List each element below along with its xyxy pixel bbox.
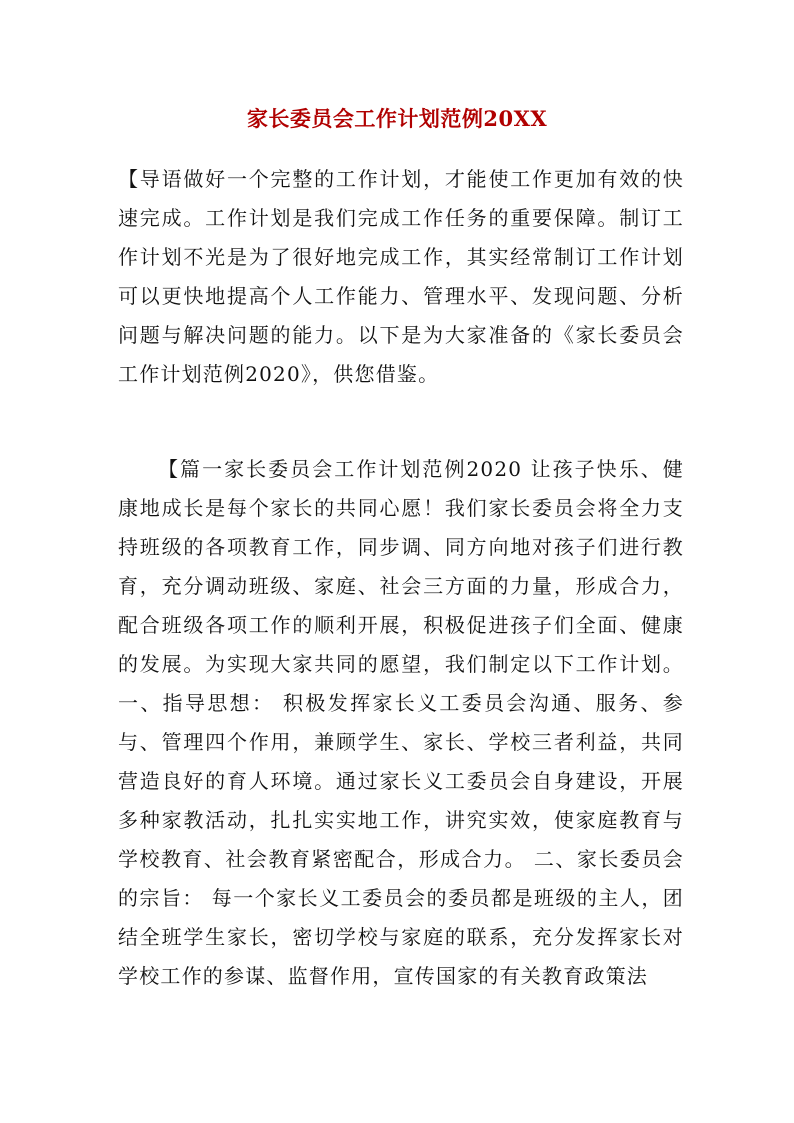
body-paragraph: 【篇一家长委员会工作计划范例2020 让孩子快乐、健康地成长是每个家长的共同心愿！我们家长委员会将全力支持班级的各项教育工作，同步调、同方向地对孩子们进行教育，充分调动班级、家庭、社会三方面的力量，形成合力，配合班级各项工作的顺利开展，积极促进孩子们全面、健康的发展。为实现大家共同的愿望，我们制定以下工作计划。一、指导思想： 积极发挥家长义工委员会沟通、服务、参与、管理四个作用，兼顾学生、家长、学校三者利益，共同营造良好的育人环境。通过家长义工委员会自身建设，开展多种家教活动，扎扎实实地工作，讲究实效，使家庭教育与学校教育、社会教育紧密配合，形成合力。 二、家长委员会的宗旨： 每一个家长义工委员会的委员都是班级的主人，团结全班学生家长，密切学校与家庭的联系，充分发挥家长对学校工作的参谋、监督作用，宣传国家的有关教育政策法 <box>118 457 684 988</box>
intro-paragraph: 【导语做好一个完整的工作计划，才能使工作更加有效的快速完成。工作计划是我们完成工作任务的重要保障。制订工作计划不光是为了很好地完成工作，其实经常制订工作计划可以更快地提高个人工作能力、管理水平、发现问题、分析问题与解决问题的能力。以下是为大家准备的《家长委员会工作计划范例2020》，供您借鉴。 <box>118 167 684 386</box>
document-title: 家长委员会工作计划范例20XX <box>246 106 548 131</box>
